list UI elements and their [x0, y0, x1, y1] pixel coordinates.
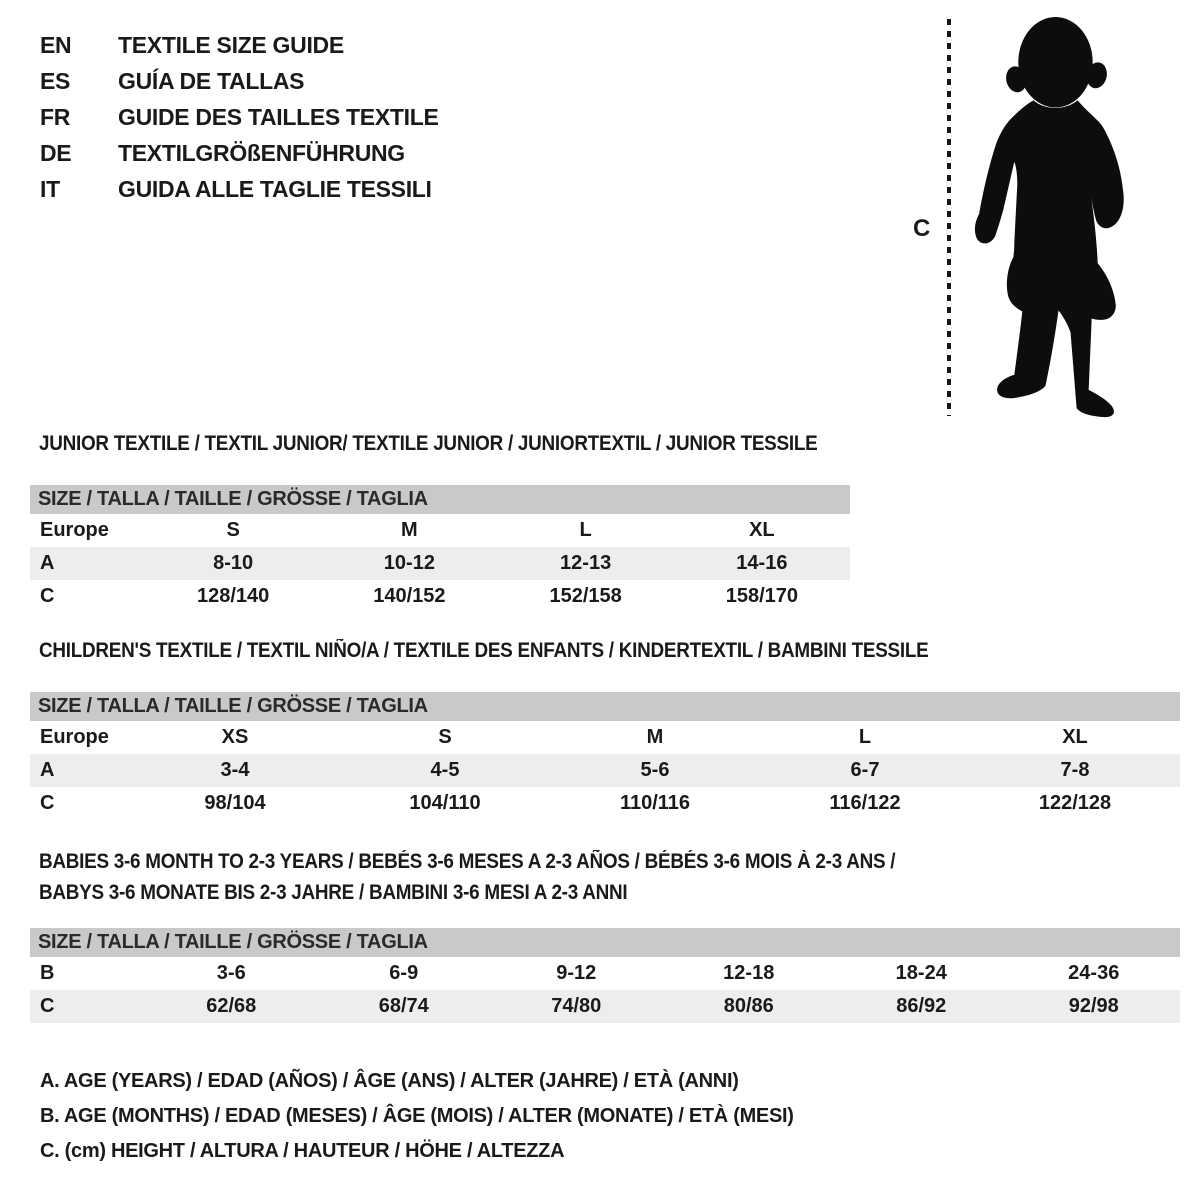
- table-cell: 122/128: [1038, 792, 1112, 814]
- language-row: [40, 171, 439, 207]
- section-title: BABIES 3-6 MONTH TO 2-3 YEARS / BEBÉS 3-6 MESES A 2-3 AÑOS / BÉBÉS 3-6 MOIS À 2-3 ANS /: [39, 850, 896, 873]
- legend-line: A. AGE (YEARS) / EDAD (AÑOS) / ÂGE (ANS) / ALTER (JAHRE) / ETÀ (ANNI): [40, 1070, 739, 1092]
- legend-line: C. (cm) HEIGHT / ALTURA / HAUTEUR / HÖHE / ALTEZZA: [40, 1140, 565, 1162]
- table-row: [30, 990, 1180, 1023]
- language-list: [40, 27, 439, 207]
- row-label: A: [40, 759, 55, 781]
- table-cell: 6-9: [389, 962, 419, 984]
- table-header: [30, 928, 1180, 957]
- table-cell: 9-12: [556, 962, 597, 984]
- language-label: GUIDA ALLE TAGLIE TESSILI: [118, 175, 432, 202]
- legend-line: B. AGE (MONTHS) / EDAD (MESES) / ÂGE (MOIS) / ALTER (MONATE) / ETÀ (MESI): [40, 1105, 794, 1127]
- table-cell: XS: [221, 726, 249, 748]
- table-row: [30, 787, 1180, 820]
- toddler-silhouette-icon: [968, 16, 1146, 423]
- section-title-block: [30, 430, 850, 458]
- table-cell: XL: [749, 519, 775, 541]
- table-cell: 116/122: [829, 792, 901, 814]
- table-cell: M: [401, 519, 418, 541]
- height-measure-line: [947, 19, 951, 416]
- row-label: Europe: [40, 726, 109, 748]
- table-cell: 80/86: [723, 995, 774, 1017]
- table-cell: 12-13: [560, 552, 612, 574]
- language-label: TEXTILE SIZE GUIDE: [118, 31, 344, 58]
- table-cell: 140/152: [373, 585, 446, 607]
- table-cell: L: [579, 519, 592, 541]
- table-row: [30, 547, 850, 580]
- table-header: [30, 485, 850, 514]
- table-cell: 12-18: [723, 962, 775, 984]
- section-junior-textile: [30, 430, 850, 613]
- row-label: C: [40, 995, 55, 1017]
- table-header-label: SIZE / TALLA / TAILLE / GRÖSSE / TAGLIA: [38, 931, 428, 953]
- row-label: B: [40, 962, 55, 984]
- section-childrens-textile: [30, 637, 1180, 820]
- language-label: TEXTILGRÖßENFÜHRUNG: [118, 139, 405, 166]
- size-table: [30, 485, 850, 613]
- row-label: A: [40, 552, 55, 574]
- table-cell: 24-36: [1068, 962, 1120, 984]
- language-row: [40, 27, 439, 63]
- language-code: IT: [40, 175, 60, 202]
- table-cell: 158/170: [725, 585, 799, 607]
- table-cell: 86/92: [896, 995, 947, 1017]
- table-cell: 62/68: [206, 995, 257, 1017]
- size-table: [30, 928, 1180, 1023]
- section-babies-textile: [30, 846, 1180, 1023]
- table-header-label: SIZE / TALLA / TAILLE / GRÖSSE / TAGLIA: [38, 488, 428, 510]
- table-cell: 7-8: [1060, 759, 1090, 781]
- table-row: [30, 957, 1180, 990]
- table-cell: S: [438, 726, 452, 748]
- table-cell: 92/98: [1068, 995, 1119, 1017]
- table-row: [30, 514, 850, 547]
- language-row: [40, 99, 439, 135]
- language-code: FR: [40, 103, 71, 130]
- table-cell: 3-4: [220, 759, 250, 781]
- table-cell: XL: [1062, 726, 1088, 748]
- row-label: C: [40, 585, 55, 607]
- table-cell: 5-6: [640, 759, 670, 781]
- language-code: DE: [40, 139, 72, 166]
- section-title-block: [30, 637, 1180, 665]
- table-cell: 98/104: [204, 792, 266, 814]
- table-cell: 10-12: [383, 552, 435, 574]
- table-cell: 18-24: [895, 962, 947, 984]
- table-rows: [30, 514, 850, 613]
- language-row: [40, 135, 439, 171]
- section-title-block: [30, 846, 1180, 908]
- language-label: GUÍA DE TALLAS: [118, 67, 305, 94]
- table-cell: M: [646, 726, 664, 748]
- legend: [40, 1064, 794, 1169]
- language-code: ES: [40, 67, 71, 94]
- table-cell: 152/158: [549, 585, 622, 607]
- table-cell: 14-16: [736, 552, 788, 574]
- table-cell: 68/74: [378, 995, 429, 1017]
- table-rows: [30, 721, 1180, 820]
- table-row: [30, 721, 1180, 754]
- table-cell: 74/80: [551, 995, 602, 1017]
- table-rows: [30, 957, 1180, 1023]
- section-title: JUNIOR TEXTILE / TEXTIL JUNIOR/ TEXTILE JUNIOR / JUNIORTEXTIL / JUNIOR TESSILE: [39, 432, 818, 455]
- table-row: [30, 580, 850, 613]
- section-title: BABYS 3-6 MONATE BIS 2-3 JAHRE / BAMBINI 3-6 MESI A 2-3 ANNI: [39, 881, 628, 904]
- language-code: EN: [40, 31, 72, 58]
- table-row: [30, 754, 1180, 787]
- table-cell: 104/110: [409, 792, 481, 814]
- section-title: CHILDREN'S TEXTILE / TEXTIL NIÑO/A / TEXTILE DES ENFANTS / KINDERTEXTIL / BAMBINI TESSILE: [39, 639, 929, 662]
- table-cell: 8-10: [213, 552, 254, 574]
- table-cell: S: [226, 519, 240, 541]
- row-label: C: [40, 792, 55, 814]
- table-header: [30, 692, 1180, 721]
- language-row: [40, 63, 439, 99]
- table-cell: 3-6: [216, 962, 246, 984]
- table-cell: 128/140: [196, 585, 270, 607]
- figure-height-label: C: [913, 215, 931, 242]
- table-cell: 110/116: [619, 792, 691, 814]
- table-cell: 4-5: [430, 759, 460, 781]
- size-table: [30, 692, 1180, 820]
- table-cell: L: [858, 726, 872, 748]
- row-label: Europe: [40, 519, 109, 541]
- language-label: GUIDE DES TAILLES TEXTILE: [118, 103, 439, 130]
- table-header-label: SIZE / TALLA / TAILLE / GRÖSSE / TAGLIA: [38, 695, 428, 717]
- table-cell: 6-7: [850, 759, 880, 781]
